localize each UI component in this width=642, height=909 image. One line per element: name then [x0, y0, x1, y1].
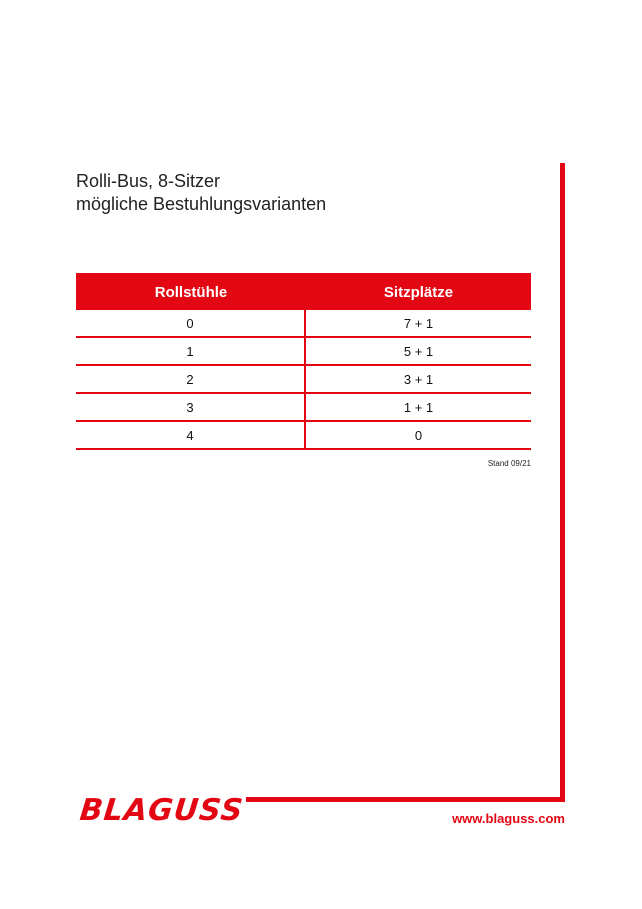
cell-rollstuehle: 4 — [76, 422, 306, 448]
stand-date: Stand 09/21 — [487, 459, 531, 468]
table-row — [76, 310, 531, 338]
cell-rollstuehle: 2 — [76, 366, 306, 392]
cell-rollstuehle: 0 — [76, 310, 306, 336]
seating-table — [76, 273, 531, 450]
title-line-2: mögliche Bestuhlungsvarianten — [76, 194, 327, 214]
table-header — [76, 273, 531, 310]
table-row — [76, 338, 531, 366]
table-row — [76, 394, 531, 422]
page-title — [76, 170, 326, 216]
header-sitzplaetze: Sitzplätze — [383, 284, 454, 301]
blaguss-logo: BLAGUSS — [78, 793, 246, 828]
brand-vertical-rule — [560, 163, 565, 802]
table-row — [76, 366, 531, 394]
website-url[interactable]: www.blaguss.com — [452, 811, 565, 826]
cell-rollstuehle: 1 — [76, 338, 306, 364]
brand-horizontal-rule — [246, 797, 565, 802]
cell-sitzplaetze: 1 + 1 — [403, 399, 434, 415]
cell-rollstuehle: 3 — [76, 394, 306, 420]
header-rollstuehle: Rollstühle — [154, 284, 228, 301]
cell-sitzplaetze: 3 + 1 — [403, 371, 434, 387]
cell-sitzplaetze: 0 — [414, 427, 423, 443]
cell-sitzplaetze: 7 + 1 — [403, 315, 434, 331]
title-line-1: Rolli-Bus, 8-Sitzer — [76, 171, 221, 191]
cell-sitzplaetze: 5 + 1 — [403, 343, 434, 359]
table-row — [76, 422, 531, 450]
